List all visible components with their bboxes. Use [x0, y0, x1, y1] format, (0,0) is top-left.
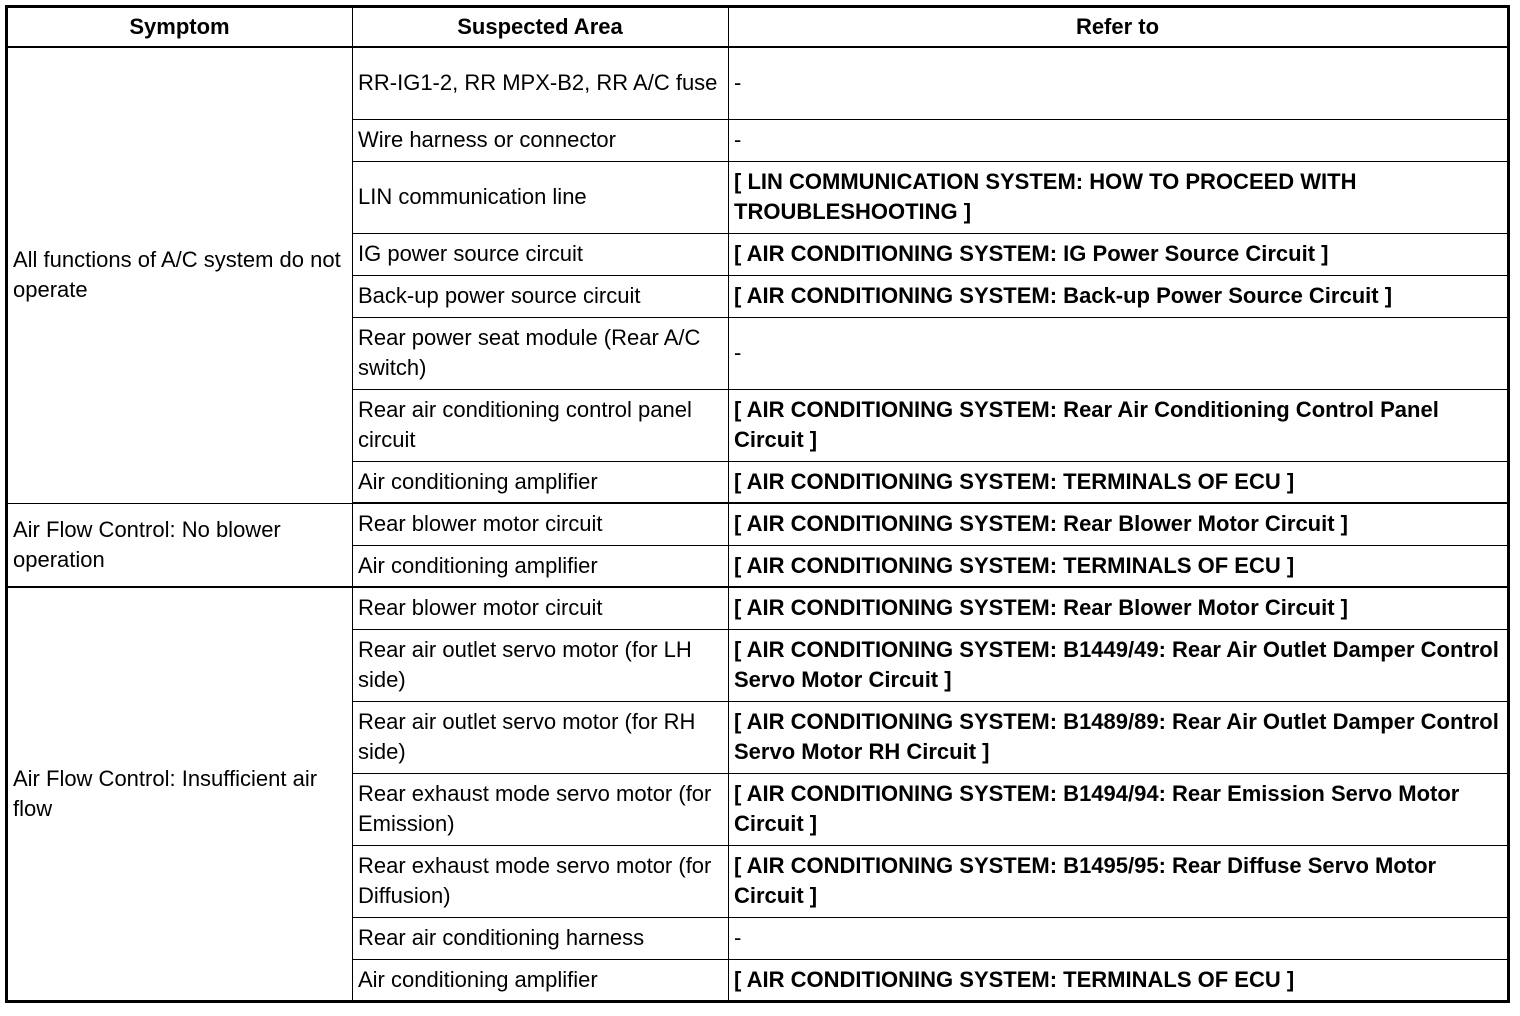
troubleshooting-sheet	[5, 5, 1507, 1003]
refer-to-cell: -	[729, 917, 1509, 959]
suspected-area-cell: Rear exhaust mode servo motor (for Diffusion)	[353, 845, 729, 917]
suspected-area-cell: Rear exhaust mode servo motor (for Emission)	[353, 773, 729, 845]
refer-to-link[interactable]: [ LIN COMMUNICATION SYSTEM: HOW TO PROCEED WITH TROUBLESHOOTING ]	[729, 161, 1509, 233]
header-symptom: Symptom	[7, 7, 353, 48]
suspected-area-cell: Rear blower motor circuit	[353, 503, 729, 545]
header-refer-to: Refer to	[729, 7, 1509, 48]
suspected-area-cell: Air conditioning amplifier	[353, 959, 729, 1001]
suspected-area-cell: Rear air conditioning control panel circuit	[353, 389, 729, 461]
refer-to-cell: -	[729, 47, 1509, 119]
refer-to-link[interactable]: [ AIR CONDITIONING SYSTEM: Rear Air Conditioning Control Panel Circuit ]	[729, 389, 1509, 461]
suspected-area-cell: Rear blower motor circuit	[353, 587, 729, 629]
refer-to-cell: -	[729, 119, 1509, 161]
suspected-area-cell: Wire harness or connector	[353, 119, 729, 161]
refer-to-link[interactable]: [ AIR CONDITIONING SYSTEM: TERMINALS OF ECU ]	[729, 959, 1509, 1001]
refer-to-link[interactable]: [ AIR CONDITIONING SYSTEM: TERMINALS OF ECU ]	[729, 545, 1509, 587]
suspected-area-cell: LIN communication line	[353, 161, 729, 233]
refer-to-link[interactable]: [ AIR CONDITIONING SYSTEM: B1495/95: Rear Diffuse Servo Motor Circuit ]	[729, 845, 1509, 917]
refer-to-link[interactable]: [ AIR CONDITIONING SYSTEM: IG Power Source Circuit ]	[729, 233, 1509, 275]
suspected-area-cell: IG power source circuit	[353, 233, 729, 275]
suspected-area-cell: Rear air outlet servo motor (for LH side)	[353, 629, 729, 701]
refer-to-link[interactable]: [ AIR CONDITIONING SYSTEM: Back-up Power Source Circuit ]	[729, 275, 1509, 317]
symptom-cell: Air Flow Control: Insufficient air flow	[7, 587, 353, 1001]
refer-to-link[interactable]: [ AIR CONDITIONING SYSTEM: B1449/49: Rear Air Outlet Damper Control Servo Motor Circuit ]	[729, 629, 1509, 701]
symptom-cell: Air Flow Control: No blower operation	[7, 503, 353, 587]
table-row	[7, 503, 1509, 545]
table-row	[7, 587, 1509, 629]
suspected-area-cell: Air conditioning amplifier	[353, 461, 729, 503]
suspected-area-cell: Rear air conditioning harness	[353, 917, 729, 959]
refer-to-link[interactable]: [ AIR CONDITIONING SYSTEM: B1489/89: Rear Air Outlet Damper Control Servo Motor RH Circuit ]	[729, 701, 1509, 773]
suspected-area-cell: Rear power seat module (Rear A/C switch)	[353, 317, 729, 389]
table-row	[7, 47, 1509, 119]
symptom-cell: All functions of A/C system do not operate	[7, 47, 353, 503]
refer-to-link[interactable]: [ AIR CONDITIONING SYSTEM: TERMINALS OF ECU ]	[729, 461, 1509, 503]
refer-to-link[interactable]: [ AIR CONDITIONING SYSTEM: B1494/94: Rear Emission Servo Motor Circuit ]	[729, 773, 1509, 845]
refer-to-link[interactable]: [ AIR CONDITIONING SYSTEM: Rear Blower Motor Circuit ]	[729, 503, 1509, 545]
suspected-area-cell: Back-up power source circuit	[353, 275, 729, 317]
suspected-area-cell: RR-IG1-2, RR MPX-B2, RR A/C fuse	[353, 47, 729, 119]
suspected-area-cell: Air conditioning amplifier	[353, 545, 729, 587]
header-suspected-area: Suspected Area	[353, 7, 729, 48]
refer-to-link[interactable]: [ AIR CONDITIONING SYSTEM: Rear Blower Motor Circuit ]	[729, 587, 1509, 629]
suspected-area-cell: Rear air outlet servo motor (for RH side)	[353, 701, 729, 773]
refer-to-cell: -	[729, 317, 1509, 389]
header-row	[7, 7, 1509, 48]
problem-symptoms-table	[5, 5, 1510, 1003]
